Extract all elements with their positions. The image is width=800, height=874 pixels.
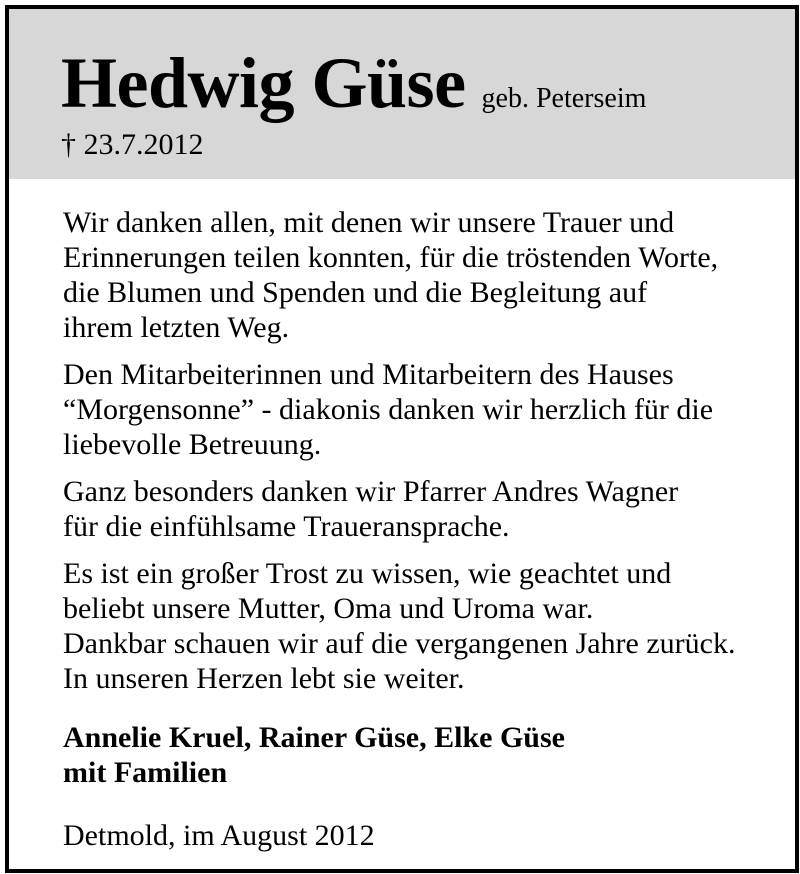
text-line: In unseren Herzen lebt sie weiter. — [63, 662, 465, 695]
comfort-paragraph — [63, 556, 773, 696]
obituary-notice — [5, 5, 799, 873]
place-and-date: Detmold, im August 2012 — [63, 819, 375, 852]
signer-names: Annelie Kruel, Rainer Güse, Elke Güse — [63, 721, 565, 754]
signer-families: mit Familien — [63, 756, 228, 789]
text-line: liebevolle Betreuung. — [63, 428, 322, 461]
notice-header — [9, 9, 795, 179]
text-line: für die einfühlsame Traueransprache. — [63, 510, 510, 543]
deceased-name: Hedwig Güse — [61, 43, 466, 123]
signers — [63, 720, 773, 790]
text-line: beliebt unsere Mutter, Oma und Uroma war. — [63, 592, 594, 625]
text-line: die Blumen und Spenden und die Begleitung auf — [63, 276, 648, 309]
name-line — [61, 43, 646, 139]
text-line: Den Mitarbeiterinnen und Mitarbeitern des Hauses — [63, 358, 674, 391]
pastor-thanks-paragraph — [63, 474, 773, 544]
text-line: Es ist ein großer Trost zu wissen, wie geachtet und — [63, 557, 672, 590]
text-line: “Morgensonne” - diakonis danken wir herzlich für die — [63, 393, 714, 426]
text-line: Ganz besonders danken wir Pfarrer Andres Wagner — [63, 475, 679, 508]
thanks-paragraph — [63, 205, 773, 345]
staff-thanks-paragraph — [63, 357, 773, 462]
maiden-name: geb. Peterseim — [481, 83, 647, 114]
death-date: † 23.7.2012 — [61, 128, 204, 161]
text-line: Wir danken allen, mit denen wir unsere Trauer und — [63, 206, 675, 239]
text-line: ihrem letzten Weg. — [63, 311, 290, 344]
text-line: Erinnerungen teilen konnten, für die tröstenden Worte, — [63, 241, 719, 274]
notice-body — [63, 205, 773, 853]
text-line: Dankbar schauen wir auf die vergangenen Jahre zurück. — [63, 627, 736, 660]
